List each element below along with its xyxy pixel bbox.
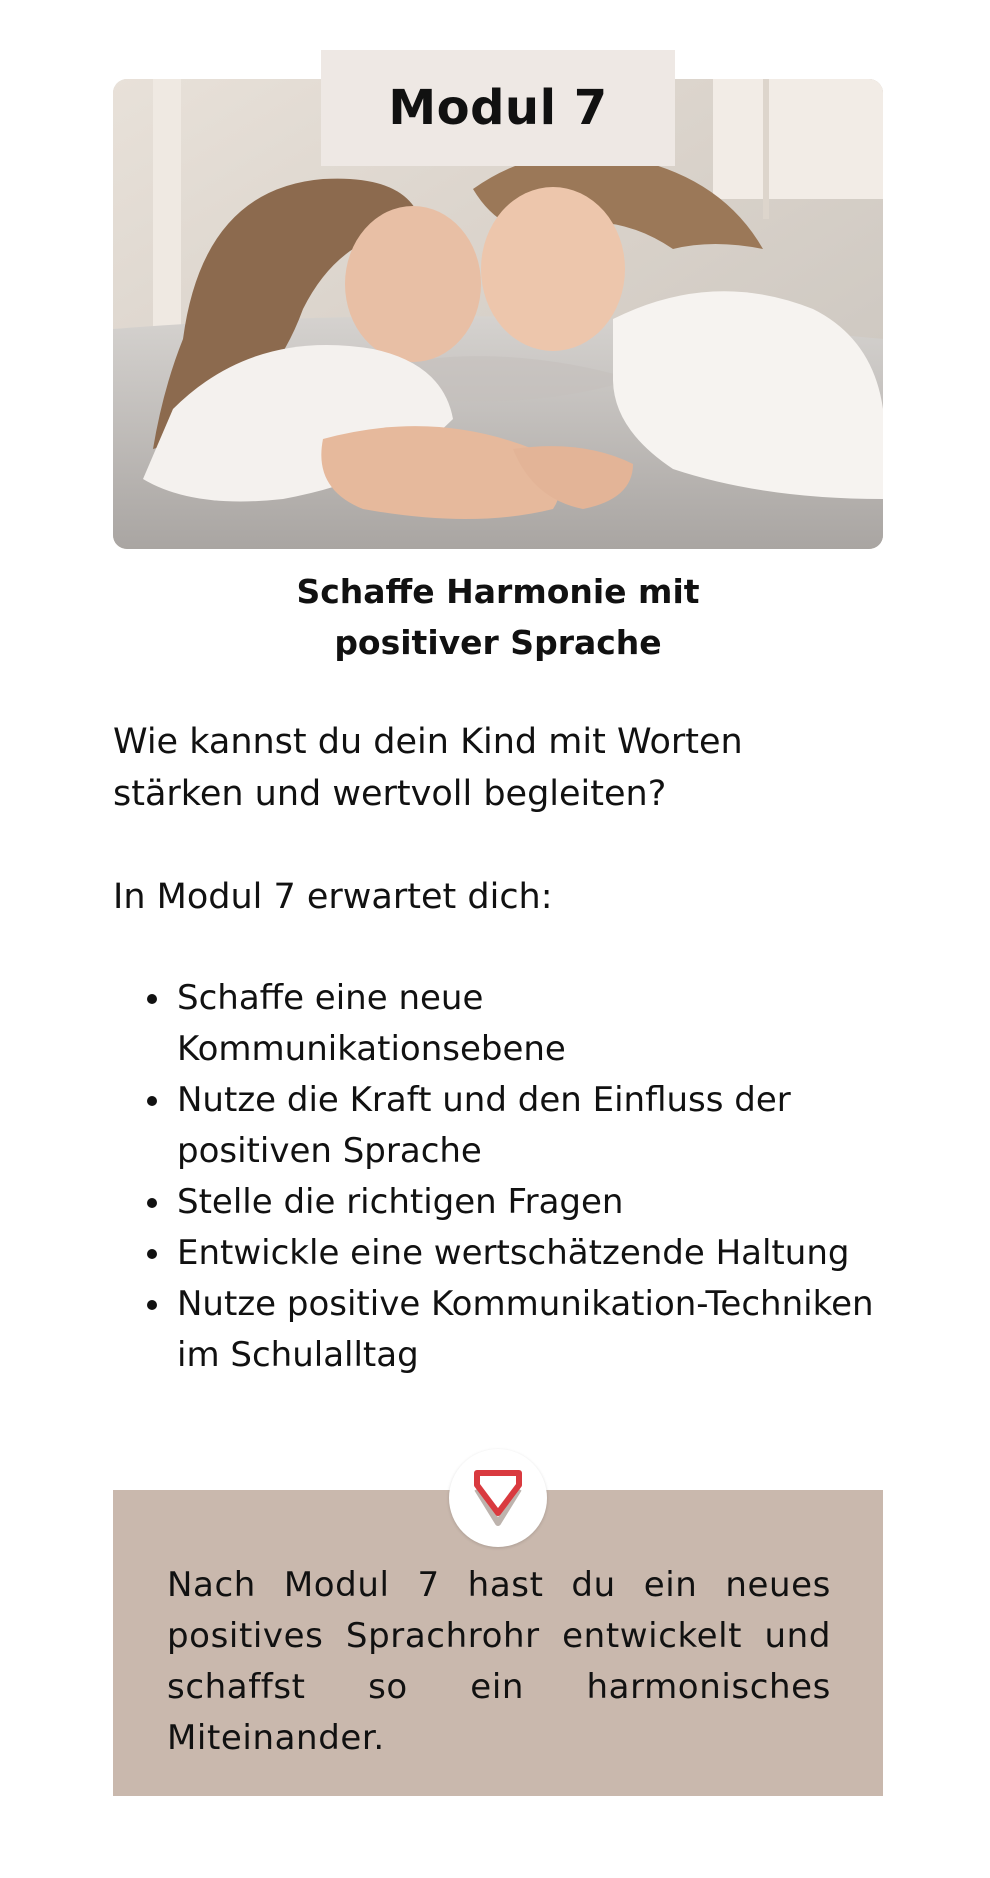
headline-line-1: Schaffe Harmonie mit	[296, 572, 700, 611]
intro-text: Wie kannst du dein Kind mit Worten stärken und wertvoll begleiten?	[113, 722, 743, 814]
sub-intro-text: In Modul 7 erwartet dich:	[113, 877, 553, 917]
diamond-logo-icon	[467, 1465, 529, 1531]
benefit-item: Stelle die richtigen Fragen	[177, 1177, 883, 1228]
logo-badge	[449, 1449, 547, 1547]
benefit-item: Schaffe eine neue Kommunikationsebene	[177, 973, 883, 1075]
page-headline	[113, 566, 883, 668]
benefit-item: Nutze die Kraft und den Einfluss der positiven Sprache	[177, 1075, 883, 1177]
headline-line-2: positiver Sprache	[334, 623, 662, 662]
summary-text: Nach Modul 7 hast du ein neues positives Sprachrohr entwickelt und schaffst so ein harmonisches Miteinander.	[167, 1565, 831, 1758]
module-badge: Modul 7	[321, 50, 675, 166]
benefit-item: Entwickle eine wertschätzende Haltung	[177, 1228, 883, 1279]
benefits-list	[113, 973, 883, 1381]
benefit-item: Nutze positive Kommunikation-Techniken im Schulalltag	[177, 1279, 883, 1381]
